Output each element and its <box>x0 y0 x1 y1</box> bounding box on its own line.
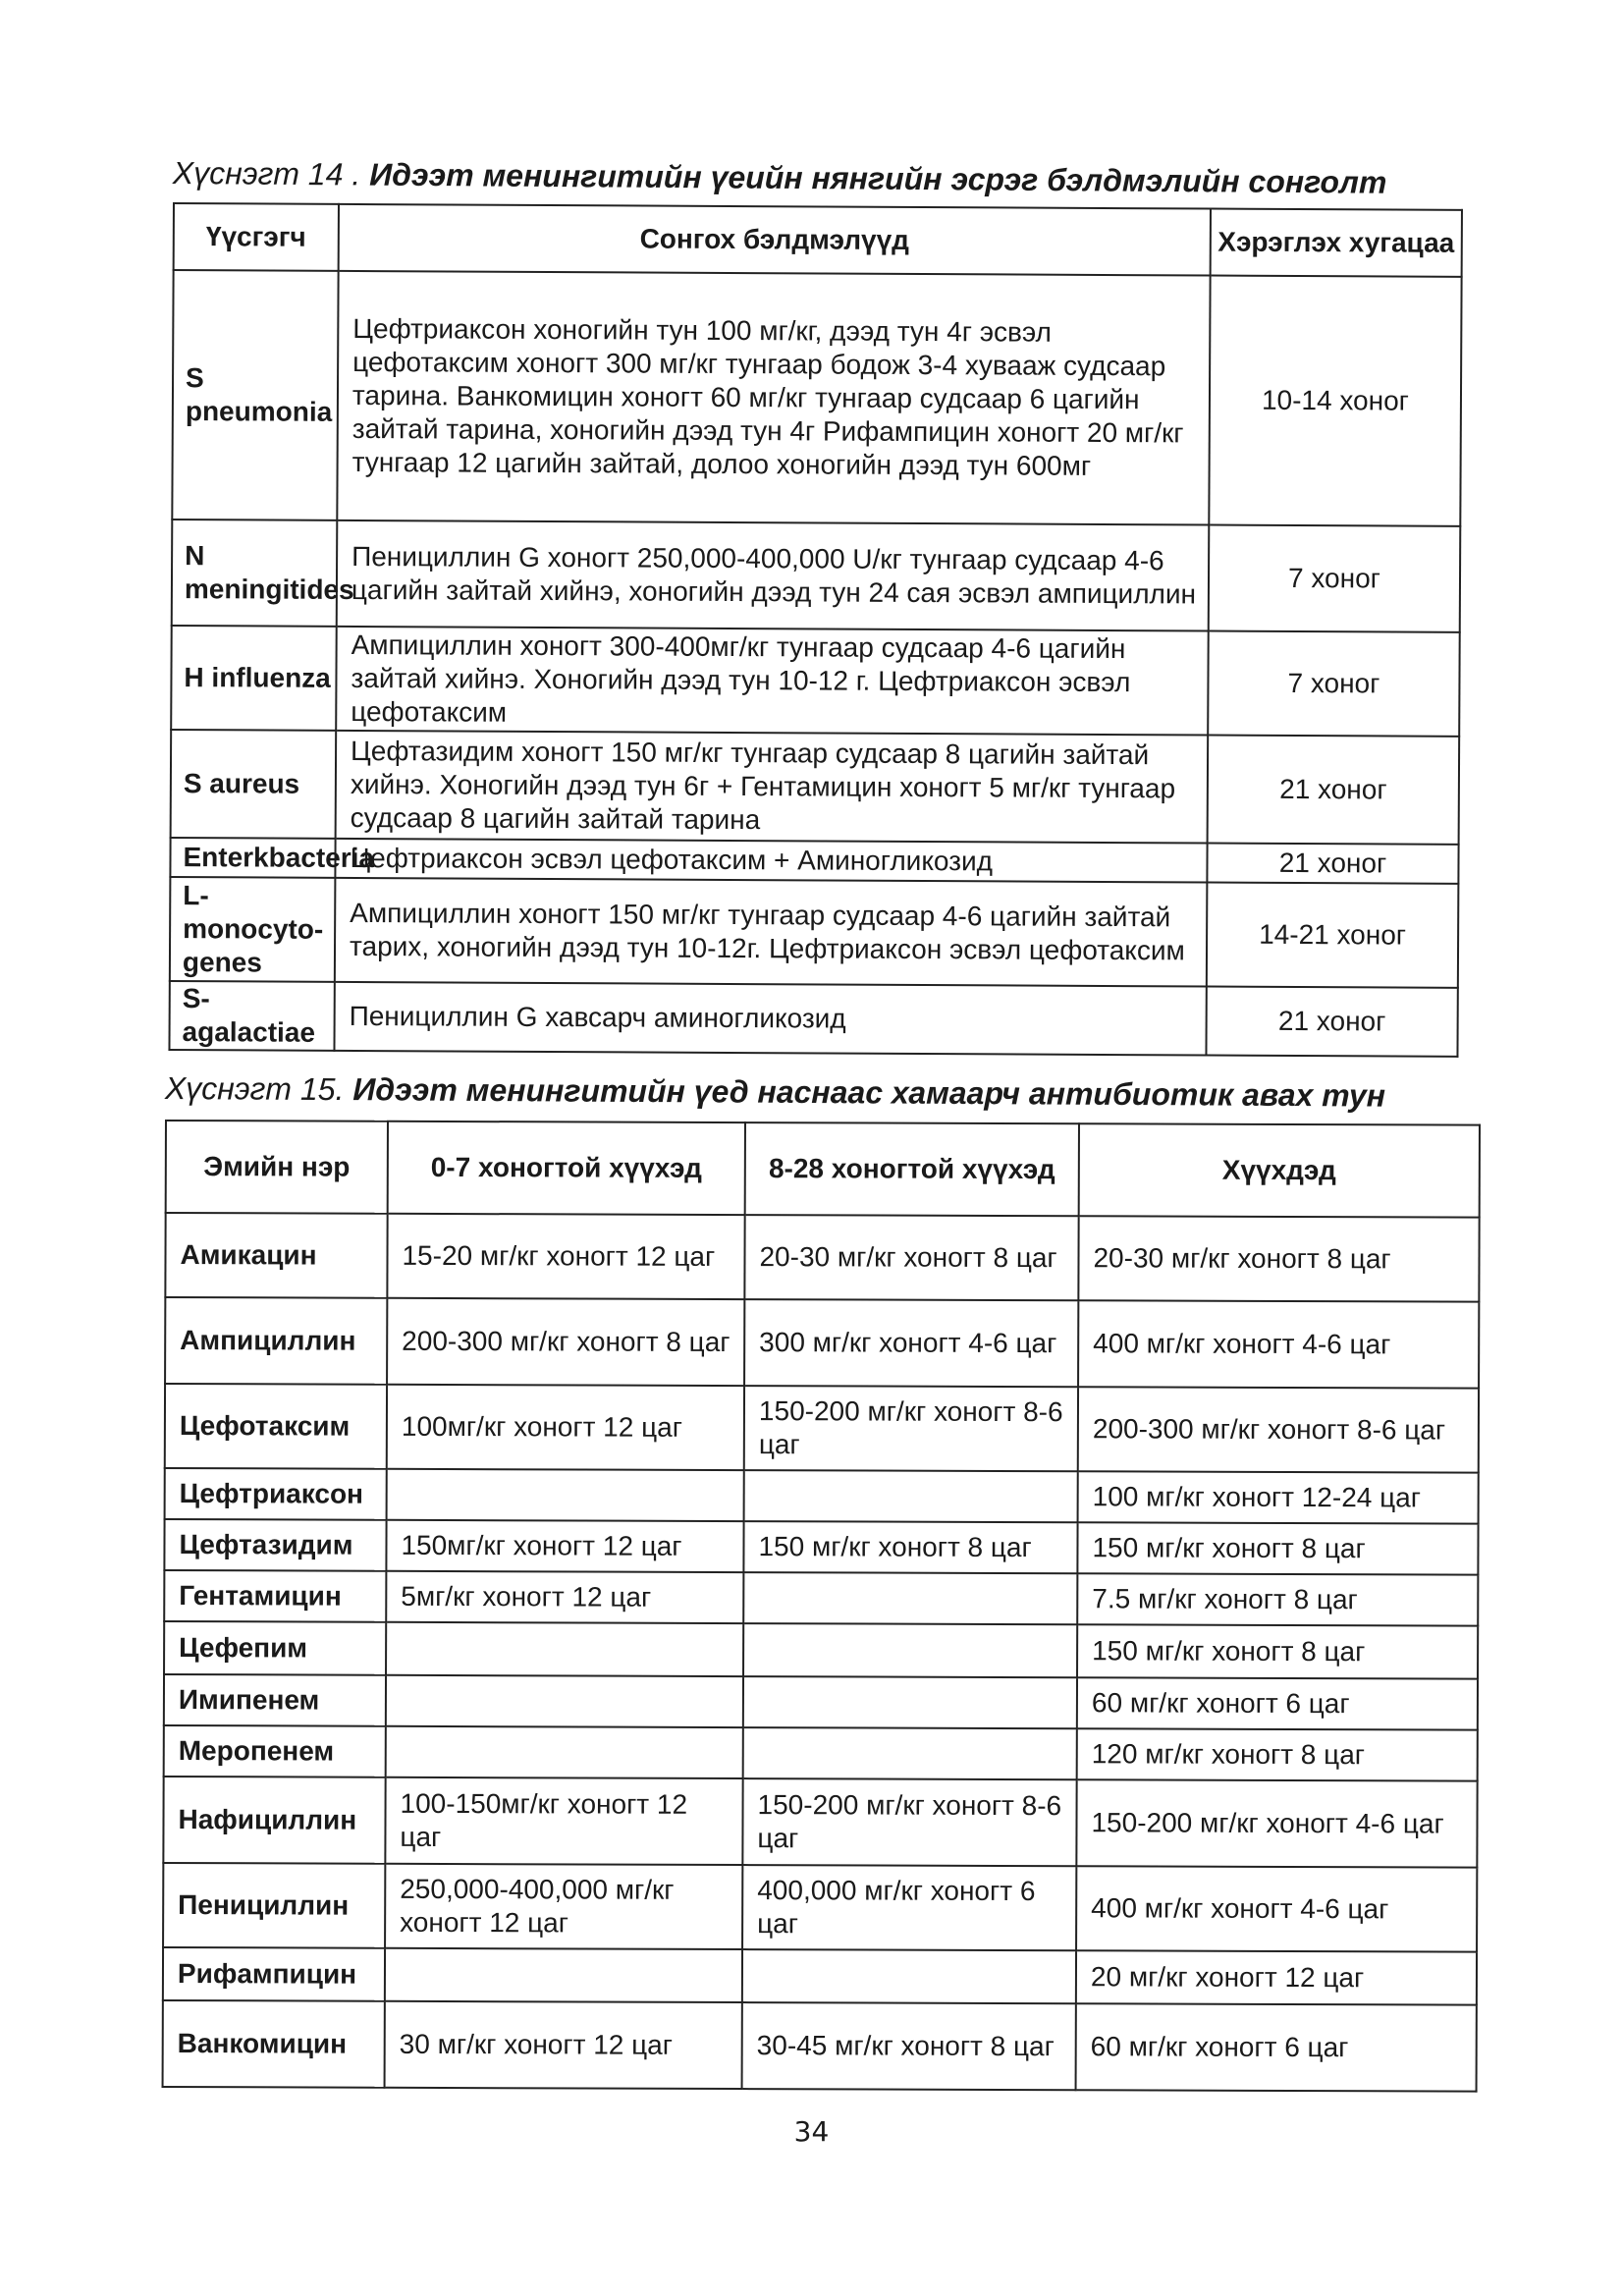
dose-8-28-days-cell <box>743 1623 1077 1677</box>
duration-cell: 21 хоног <box>1206 987 1457 1058</box>
antibiotic-selection-table <box>168 202 1463 1058</box>
dose-0-7-days-cell: 150мг/кг хоногт 12 цаг <box>386 1520 743 1572</box>
dose-0-7-days-cell <box>386 1675 743 1727</box>
drug-name-cell: Нафициллин <box>163 1777 385 1864</box>
drugs-cell: Пенициллин G хавсарч аминогликозид <box>334 982 1206 1056</box>
dose-0-7-days-cell: 5мг/кг хоногт 12 цаг <box>386 1571 743 1623</box>
table-row <box>165 1384 1479 1473</box>
drug-name-cell: Ампициллин <box>165 1297 387 1385</box>
duration-cell: 14-21 хоног <box>1207 883 1459 988</box>
pathogen-cell: N meningitides <box>172 519 338 627</box>
drugs-cell: Цефтриаксон эсвэл цефотаксим + Аминогликозид <box>335 839 1207 883</box>
dose-children-cell: 120 мг/кг хоногт 8 цаг <box>1077 1728 1478 1780</box>
dose-0-7-days-cell: 15-20 мг/кг хоногт 12 цаг <box>387 1214 744 1299</box>
table-row <box>170 838 1458 884</box>
dose-0-7-days-cell: 250,000-400,000 мг/кг хоногт 12 цаг <box>385 1864 742 1949</box>
table-row <box>165 1297 1479 1389</box>
dose-children-cell: 20 мг/кг хоногт 12 цаг <box>1076 1950 1477 2004</box>
duration-cell: 21 хоног <box>1208 736 1460 845</box>
column-header-age-0-7-days: 0-7 хоногтой хүүхэд <box>388 1121 745 1215</box>
pathogen-cell: S aureus <box>171 730 337 839</box>
dose-children-cell: 60 мг/кг хоногт 6 цаг <box>1077 1677 1478 1729</box>
drug-name-cell: Рифампицин <box>163 1947 385 2001</box>
duration-cell: 7 хоног <box>1208 631 1460 737</box>
pathogen-cell: H influenza <box>171 626 337 731</box>
table-row <box>165 1468 1479 1524</box>
table-row <box>165 1213 1479 1302</box>
table-14-title: Идээт менингитийн үеийн нянгийн эсрэг бэлдмэлийн сонголт <box>369 156 1387 200</box>
drugs-cell: Ампициллин хоногт 150 мг/кг тунгаар судсаар 4-6 цагийн зайтай тарих, хоногийн дээд тун 10-12г. Цефтриаксон эсвэл цефотаксим <box>335 878 1208 987</box>
drugs-cell: Пенициллин G хоногт 250,000-400,000 U/кг тунгаар судсаар 4-6 цагийн зайтай хийнэ, хоногийн дээд тун 24 сая эсвэл ампициллин <box>337 520 1210 631</box>
dose-8-28-days-cell: 150-200 мг/кг хоногт 8-6 цаг <box>744 1386 1078 1471</box>
table-row <box>163 1947 1477 2005</box>
dose-8-28-days-cell: 30-45 мг/кг хоногт 8 цаг <box>742 2002 1076 2090</box>
table-row <box>163 1777 1477 1868</box>
drug-name-cell: Амикацин <box>165 1213 387 1298</box>
drugs-cell: Ампициллин хоногт 300-400мг/кг тунгаар судсаар 4-6 цагийн зайтай хийнэ. Хоногийн дээд тун 10-12 г. Цефтриаксон эсвэл цефотаксим <box>336 627 1209 736</box>
table-row <box>163 1863 1477 1952</box>
table-row <box>164 1674 1478 1730</box>
dose-children-cell: 150 мг/кг хоногт 8 цаг <box>1077 1624 1478 1678</box>
duration-cell: 7 хоног <box>1209 525 1461 632</box>
drug-name-cell: Цефтазидим <box>164 1519 386 1571</box>
dose-children-cell: 400 мг/кг хоногт 4-6 цаг <box>1078 1300 1479 1388</box>
duration-cell: 10-14 хоног <box>1209 276 1461 526</box>
dose-8-28-days-cell <box>743 1676 1077 1728</box>
dose-8-28-days-cell <box>743 1727 1077 1779</box>
table-row <box>171 730 1460 845</box>
table-row <box>163 2000 1477 2092</box>
pathogen-cell: S pneumonia <box>172 270 338 520</box>
dose-8-28-days-cell <box>743 1572 1077 1624</box>
dose-8-28-days-cell: 400,000 мг/кг хоногт 6 цаг <box>742 1865 1076 1950</box>
column-header-duration: Хэрэглэх хугацаа <box>1211 209 1462 277</box>
dose-0-7-days-cell <box>386 1622 743 1676</box>
table-row <box>172 519 1461 632</box>
table-14-number: Хүснэгт 14 . <box>172 155 361 192</box>
dose-children-cell: 200-300 мг/кг хоногт 8-6 цаг <box>1078 1387 1479 1472</box>
dose-children-cell: 20-30 мг/кг хоногт 8 цаг <box>1078 1216 1479 1301</box>
pathogen-cell: S-agalactiae <box>169 981 334 1051</box>
table-row <box>172 270 1461 526</box>
table-header-row <box>166 1121 1480 1218</box>
column-header-children: Хүүхдэд <box>1079 1123 1480 1217</box>
dose-children-cell: 100 мг/кг хоногт 12-24 цаг <box>1078 1471 1479 1523</box>
dose-children-cell: 400 мг/кг хоногт 4-6 цаг <box>1076 1866 1477 1951</box>
dose-children-cell: 150 мг/кг хоногт 8 цаг <box>1077 1522 1478 1574</box>
dose-8-28-days-cell <box>744 1470 1078 1522</box>
drug-name-cell: Ванкомицин <box>163 2000 385 2088</box>
drug-name-cell: Гентамицин <box>164 1570 386 1622</box>
dose-children-cell: 150-200 мг/кг хоногт 4-6 цаг <box>1076 1779 1477 1867</box>
drug-name-cell: Цефепим <box>164 1621 386 1675</box>
dose-children-cell: 7.5 мг/кг хоногт 8 цаг <box>1077 1573 1478 1625</box>
pathogen-cell: Enterkbacteria <box>170 838 335 878</box>
dose-0-7-days-cell: 200-300 мг/кг хоногт 8 цаг <box>387 1298 744 1386</box>
dose-0-7-days-cell: 100мг/кг хоногт 12 цаг <box>387 1385 744 1470</box>
table-row <box>164 1570 1478 1626</box>
duration-cell: 21 хоног <box>1207 844 1458 884</box>
table-15-number: Хүснэгт 15. <box>164 1070 345 1108</box>
drug-name-cell: Имипенем <box>164 1674 386 1726</box>
column-header-drugs: Сонгох бэлдмэлүүд <box>339 204 1211 276</box>
dose-0-7-days-cell: 100-150мг/кг хоногт 12 цаг <box>385 1777 742 1865</box>
dose-children-cell: 60 мг/кг хоногт 6 цаг <box>1076 2003 1477 2091</box>
page-number: 34 <box>793 2115 830 2148</box>
dose-0-7-days-cell <box>387 1469 744 1521</box>
dose-8-28-days-cell <box>742 1949 1076 2003</box>
table-row <box>164 1725 1478 1781</box>
table-15-title: Идээт менингитийн үед наснаас хамаарч антибиотик авах тун <box>352 1071 1386 1114</box>
drugs-cell: Цефтазидим хоногт 150 мг/кг тунгаар судсаар 8 цагийн зайтай хийнэ. Хоногийн дээд тун 6г + Гентамицин хоногт 5 мг/кг тунгаар судсаар 8 цагийн зайтай тарина <box>336 731 1209 844</box>
column-header-pathogen: Үүсгэгч <box>174 203 339 271</box>
table-row <box>164 1621 1478 1679</box>
table-15-caption <box>165 1072 1385 1112</box>
dose-8-28-days-cell: 150-200 мг/кг хоногт 8-6 цаг <box>742 1778 1076 1866</box>
dose-0-7-days-cell: 30 мг/кг хоногт 12 цаг <box>385 2001 742 2089</box>
dose-8-28-days-cell: 20-30 мг/кг хоногт 8 цаг <box>744 1215 1078 1300</box>
dose-0-7-days-cell <box>385 1948 742 2002</box>
column-header-drug-name: Эмийн нэр <box>166 1121 388 1214</box>
antibiotic-dose-by-age-table <box>162 1120 1481 2093</box>
drug-name-cell: Пенициллин <box>163 1863 385 1948</box>
table-row <box>169 981 1457 1057</box>
table-14-caption <box>173 157 1387 198</box>
table-row <box>170 877 1459 988</box>
drug-name-cell: Меропенем <box>164 1725 386 1777</box>
table-row <box>164 1519 1478 1575</box>
dose-8-28-days-cell: 300 мг/кг хоногт 4-6 цаг <box>744 1299 1078 1387</box>
drug-name-cell: Цефтриаксон <box>165 1468 387 1520</box>
column-header-age-8-28-days: 8-28 хоногтой хүүхэд <box>745 1122 1079 1216</box>
dose-8-28-days-cell: 150 мг/кг хоногт 8 цаг <box>743 1521 1077 1573</box>
drugs-cell: Цефтриаксон хоногийн тун 100 мг/кг, дээд тун 4г эсвэл цефотаксим хоногт 300 мг/кг тунгаар бодож 3-4 хувааж судсаар тарина. Ванкомицин хоногт 60 мг/кг тунгаар судсаар 6 цагийн зайтай тарина, хоногийн дээд тун 4г Рифампицин хоногт 20 мг/кг тунгаар 12 цагийн зайтай, долоо хоногийн дээд тун 600мг <box>337 271 1210 525</box>
pathogen-cell: L-monocyto-genes <box>170 877 336 982</box>
dose-0-7-days-cell <box>386 1726 743 1778</box>
drug-name-cell: Цефотаксим <box>165 1384 387 1469</box>
table-header-row <box>174 203 1462 277</box>
table-row <box>171 626 1460 737</box>
